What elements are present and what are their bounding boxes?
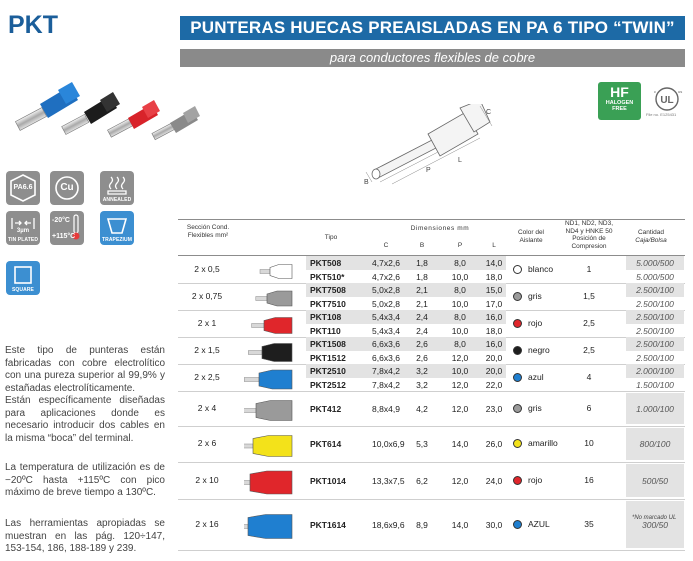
- table-cell-quantity: 5.000/500: [636, 258, 674, 268]
- table-cell-l: 16,0: [485, 339, 503, 349]
- table-cell-type: PKT1614: [310, 519, 346, 530]
- table-cell-type: PKT108: [310, 312, 342, 322]
- table-row-rule: [178, 550, 685, 551]
- table-cell-quantity: 2.500/100: [636, 298, 674, 309]
- dim-label-c: C: [486, 109, 492, 116]
- table-cell-l: 24,0: [485, 475, 503, 486]
- table-cell-color-name: amarillo: [528, 438, 558, 448]
- table-cell-quantity: 2.500/100: [636, 339, 674, 349]
- header-quantity-sub: Caja/Bolsa: [635, 237, 667, 244]
- insulation-color-dot: [513, 520, 522, 529]
- table-cell-p: 10,0: [451, 366, 469, 376]
- insulation-color-dot: [513, 404, 522, 413]
- table-cell-position: 1: [586, 263, 592, 274]
- description-paragraph-2: Están específicamente diseñadas para aplicaciones donde es necesario introducir dos cables en la misma “boca” del terminal.: [5, 395, 165, 444]
- description-paragraph-1: Este tipo de punteras están fabricadas con cobre electrolítico con una pureza superior al 99,9% y estañadas electrolíticamente.: [5, 345, 165, 394]
- table-cell-type: PKT1014: [310, 475, 346, 486]
- header-p: P: [457, 242, 463, 249]
- table-cell-section: 2 x 1,5: [194, 344, 220, 355]
- table-cell-b: 6,2: [416, 475, 428, 486]
- table-cell-b: 2,6: [416, 352, 428, 363]
- table-cell-b: 2,4: [416, 312, 428, 322]
- header-l: L: [492, 242, 496, 249]
- table-cell-c: 6,6x3,6: [372, 352, 400, 363]
- table-cell-c: 10,0x6,9: [372, 439, 405, 449]
- table-cell-l: 20,0: [485, 366, 503, 376]
- table-cell-l: 30,0: [485, 519, 503, 530]
- table-cell-section: 2 x 16: [195, 518, 219, 529]
- table-cell-c: 7,8x4,2: [372, 379, 400, 390]
- dim-label-b: B: [364, 179, 369, 186]
- ferrule-icon: [244, 338, 296, 363]
- description-paragraph-4: Las herramientas apropiadas se muestran en las pág. 120÷147, 153-154, 186, 188-189 y 239.: [5, 518, 165, 554]
- ul-file-number: File no. E125431: [646, 112, 677, 117]
- table-cell-position: 16: [584, 474, 594, 485]
- table-cell-p: 10,0: [451, 271, 469, 282]
- table-cell-color-name: azul: [528, 371, 544, 382]
- table-cell-l: 20,0: [485, 352, 503, 363]
- ferrule-icon: [244, 500, 296, 549]
- table-cell-l: 14,0: [485, 258, 503, 268]
- table-cell-quantity: 2.500/100: [636, 312, 674, 322]
- insulation-color-dot: [513, 292, 522, 301]
- svg-text:UL: UL: [660, 95, 674, 106]
- table-cell-c: 4,7x2,6: [372, 271, 400, 282]
- insulation-color-dot: [513, 476, 522, 485]
- header-c: C: [383, 242, 389, 249]
- table-cell-section: 2 x 6: [197, 438, 217, 448]
- table-cell-p: 12,0: [451, 352, 469, 363]
- table-cell-b: 8,9: [416, 519, 428, 530]
- table-cell-position: 1,5: [583, 290, 595, 301]
- table-cell-quantity: 2.500/100: [636, 325, 674, 336]
- table-cell-quantity: 5.000/500: [636, 271, 674, 282]
- table-cell-type: PKT110: [310, 325, 341, 336]
- svg-text:us: us: [678, 89, 683, 94]
- table-cell-b: 1,8: [416, 258, 428, 268]
- table-cell-quantity: 2.500/100: [636, 352, 674, 363]
- table-cell-p: 14,0: [451, 519, 469, 530]
- insulation-color-dot: [513, 319, 522, 328]
- table-cell-position: 2,5: [583, 344, 595, 355]
- ferrule-icon: [244, 257, 296, 282]
- header-b: B: [419, 242, 425, 249]
- table-cell-l: 26,0: [485, 439, 503, 449]
- svg-text:c: c: [654, 89, 656, 94]
- ferrules-illustration: [12, 78, 212, 146]
- table-cell-b: 3,2: [416, 366, 428, 376]
- table-cell-b: 3,2: [416, 379, 428, 390]
- temperature-range-icon: -20°C +115°C: [50, 211, 84, 245]
- table-cell-l: 17,0: [485, 298, 503, 309]
- page-subtitle: para conductores flexibles de cobre: [180, 49, 685, 67]
- table-cell-c: 4,7x2,6: [372, 258, 400, 268]
- header-color: Color del Aislante: [517, 229, 544, 244]
- header-section: Sección Cond. Flexibles mm²: [186, 224, 230, 239]
- table-cell-quantity: 1.000/100: [636, 403, 674, 414]
- table-cell-type: PKT2512: [310, 379, 346, 390]
- table-cell-type: PKT7508: [310, 285, 346, 295]
- table-cell-quantity: 1.500/100: [636, 379, 674, 390]
- table-cell-position: 4: [586, 371, 592, 382]
- table-cell-position: 10: [584, 438, 594, 448]
- ferrule-icon: [244, 427, 296, 461]
- table-cell-quantity: 800/100: [639, 439, 671, 449]
- table-cell-l: 16,0: [485, 312, 503, 322]
- table-cell-c: 18,6x9,6: [372, 519, 405, 530]
- ferrule-icon: [244, 365, 296, 390]
- product-code: PKT: [8, 11, 58, 39]
- table-cell-section: 2 x 0,75: [191, 290, 223, 301]
- table-cell-type: PKT510*: [310, 271, 345, 282]
- table-cell-type: PKT2510: [310, 366, 346, 376]
- ferrule-icon: [244, 392, 296, 425]
- table-cell-p: 8,0: [454, 285, 466, 295]
- annealed-icon: ANNEALED: [100, 171, 134, 205]
- table-cell-b: 1,8: [416, 271, 428, 282]
- table-cell-type: PKT1512: [310, 352, 346, 363]
- table-cell-p: 12,0: [451, 403, 469, 414]
- trapezium-crimp-icon: TRAPEZIUM: [100, 211, 134, 245]
- table-cell-quantity: 300/50: [642, 519, 668, 530]
- header-quantity: Cantidad: [637, 229, 665, 236]
- insulation-color-dot: [513, 346, 522, 355]
- table-cell-p: 10,0: [451, 325, 469, 336]
- table-cell-c: 8,8x4,9: [372, 403, 400, 414]
- table-cell-color-name: gris: [528, 290, 542, 301]
- table-cell-quantity: 2.500/100: [636, 285, 674, 295]
- table-cell-c: 7,8x4,2: [372, 366, 400, 376]
- tin-plated-icon: 3µm TIN PLATED: [6, 211, 40, 245]
- table-cell-color-name: blanco: [528, 263, 554, 274]
- table-cell-quantity: 2.000/100: [636, 366, 674, 376]
- ferrule-icon: [244, 284, 296, 309]
- header-type: Tipo: [324, 234, 338, 241]
- table-cell-c: 6,6x3,6: [372, 339, 400, 349]
- table-cell-l: 18,0: [485, 271, 503, 282]
- insulation-color-dot: [513, 439, 522, 448]
- square-crimp-icon: SQUARE: [6, 261, 40, 295]
- table-cell-type: PKT412: [310, 403, 342, 414]
- ferrule-dimension-diagram: [362, 104, 502, 186]
- table-cell-color-name: rojo: [528, 317, 543, 328]
- table-cell-section: 2 x 2,5: [194, 371, 220, 382]
- table-cell-position: 35: [584, 518, 594, 529]
- table-cell-p: 8,0: [454, 258, 466, 268]
- table-cell-c: 5,0x2,8: [372, 298, 400, 309]
- halogen-free-badge: HF HALOGEN FREE: [598, 82, 641, 120]
- ferrule-icon: [244, 311, 296, 336]
- table-cell-p: 12,0: [451, 475, 469, 486]
- table-cell-type: PKT7510: [310, 298, 346, 309]
- table-cell-c: 5,4x3,4: [372, 325, 400, 336]
- pa66-material-icon: PA6.6: [6, 171, 40, 205]
- table-cell-p: 14,0: [451, 439, 469, 449]
- table-cell-section: 2 x 10: [195, 474, 219, 485]
- table-cell-l: 15,0: [485, 285, 503, 295]
- table-cell-l: 22,0: [485, 379, 503, 390]
- dim-label-p: P: [426, 167, 431, 174]
- table-cell-quantity: 500/50: [642, 475, 668, 486]
- table-cell-c: 5,0x2,8: [372, 285, 400, 295]
- table-cell-p: 10,0: [451, 298, 469, 309]
- table-cell-color-name: AZUL: [528, 518, 550, 529]
- table-cell-type: PKT508: [310, 258, 342, 268]
- description-paragraph-3: La temperatura de utilización es de −20ºC hasta +115ºC con pico máximo de breve tiempo a 130ºC.: [5, 462, 165, 498]
- table-cell-p: 8,0: [454, 312, 466, 322]
- table-cell-position: 2,5: [583, 317, 595, 328]
- table-cell-b: 2,1: [416, 285, 428, 295]
- table-cell-color-name: rojo: [528, 474, 543, 485]
- header-dimensions: Dimensiones mm: [410, 225, 470, 232]
- table-cell-c: 13,3x7,5: [372, 475, 405, 486]
- copper-icon: Cu: [50, 171, 84, 205]
- page-title: PUNTERAS HUECAS PREAISLADAS EN PA 6 TIPO “TWIN”: [180, 16, 685, 40]
- table-cell-color-name: negro: [528, 344, 550, 355]
- table-cell-p: 8,0: [454, 339, 466, 349]
- table-cell-c: 5,4x3,4: [372, 312, 400, 322]
- dim-label-l: L: [458, 157, 462, 164]
- table-footnote: *No marcado UL: [632, 515, 677, 521]
- table-cell-b: 2,4: [416, 325, 428, 336]
- table-cell-l: 23,0: [485, 403, 503, 414]
- table-cell-type: PKT614: [310, 439, 342, 449]
- table-cell-p: 12,0: [451, 379, 469, 390]
- table-cell-b: 4,2: [416, 403, 428, 414]
- ferrule-icon: [244, 463, 296, 498]
- table-cell-type: PKT1508: [310, 339, 346, 349]
- table-cell-section: 2 x 4: [197, 402, 217, 413]
- table-cell-color-name: gris: [528, 402, 542, 413]
- table-cell-position: 6: [586, 402, 592, 413]
- insulation-color-dot: [513, 373, 522, 382]
- table-cell-section: 2 x 0,5: [194, 263, 220, 274]
- table-cell-b: 2,6: [416, 339, 428, 349]
- table-cell-section: 2 x 1: [197, 317, 217, 328]
- table-cell-b: 2,1: [416, 298, 428, 309]
- table-cell-b: 5,3: [416, 439, 428, 449]
- header-compression-position: ND1, ND2, ND3, ND4 y HNKE 50 Posición de Compresion: [564, 220, 614, 250]
- insulation-color-dot: [513, 265, 522, 274]
- table-cell-l: 18,0: [485, 325, 503, 336]
